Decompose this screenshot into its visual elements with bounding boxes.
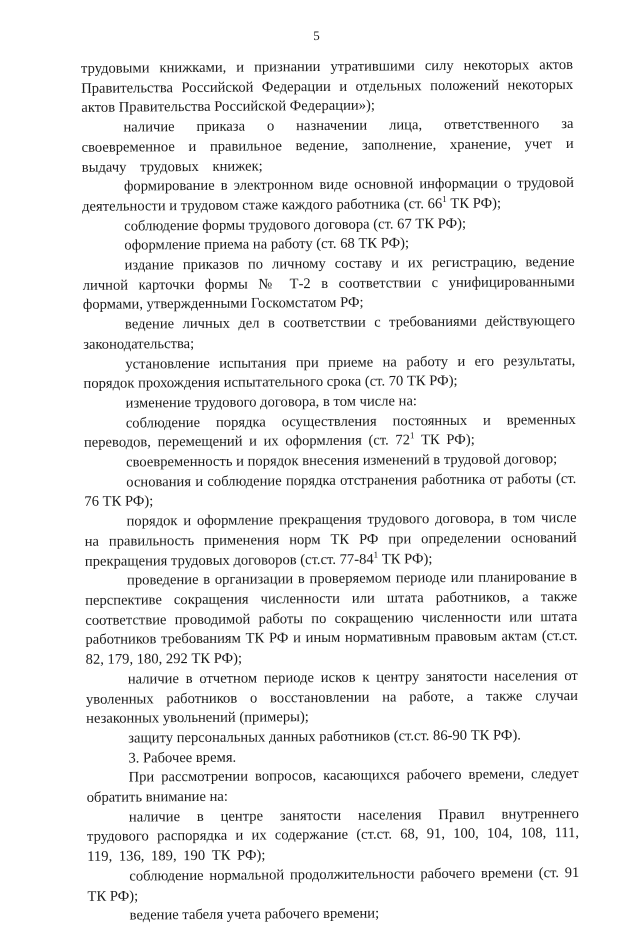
paragraph: наличие в центре занятости населения Правил внутреннего трудового распорядка и их содержание (ст.ст. 68, 91, 100, 104, 108, 111, 119, 136, 189, 190 ТК РФ); bbox=[86, 805, 580, 865]
paragraph: формирование в электронном виде основной информации о трудовой деятельности и трудовом стаже каждого работника (ст. $66^1$ ТК РФ); bbox=[82, 175, 574, 215]
paragraph: ведение личных дел в соответствии с требованиями действующего законодательства; bbox=[83, 313, 576, 353]
paragraph: порядок и оформление прекращения трудового договора, в том числе на правильность применения норм ТК РФ при определении оснований прекращения трудовых договоров (ст.ст. $77-84^1$ ТК РФ); bbox=[84, 510, 577, 570]
paragraph: соблюдение порядка осуществления постоянных и временных переводов, перемещений и их оформления (ст. $72^1$ ТК РФ); bbox=[83, 411, 576, 452]
paragraph: ведение табеля учета рабочего времени; bbox=[129, 905, 380, 924]
section-heading: 3. Рабочее время. bbox=[128, 749, 237, 767]
paragraph: защиту персональных данных работников (ст.ст. 86-90 ТК РФ). bbox=[128, 727, 521, 747]
paragraph: своевременность и порядок внесения изменений в трудовой договор; bbox=[126, 451, 558, 471]
superscript-one: 1 bbox=[442, 193, 447, 204]
paragraph: установление испытания при приеме на работу и его результаты, порядок прохождения испытательного срока (ст. 70 ТК РФ); bbox=[83, 352, 576, 393]
paragraph: оформление приема на работу (ст. 68 ТК РФ); bbox=[124, 235, 410, 254]
paragraph: При рассмотрении вопросов, касающихся рабочего времени, следует обратить внимание на: bbox=[86, 766, 579, 806]
paragraph: издание приказов по личному составу и их регистрацию, ведение личной карточки формы № Т-2 в соответствии с унифицированными формами, утвержденными Госкомстатом РФ; bbox=[82, 254, 575, 314]
superscript-one: 1 bbox=[409, 430, 415, 441]
paragraph: соблюдение формы трудового договора (ст. 67 ТК РФ); bbox=[124, 215, 467, 235]
paragraph: изменение трудового договора, в том числе на: bbox=[125, 393, 418, 412]
paragraph: соблюдение нормальной продолжительности рабочего времени (ст. 91 ТК РФ); bbox=[87, 864, 580, 905]
document-body bbox=[81, 56, 580, 927]
paragraph: основания и соблюдение порядка отстранения работника от работы (ст. 76 ТК РФ); bbox=[84, 470, 577, 511]
paragraph: проведение в организации в проверяемом периоде или планирование в перспективе сокращения численности или штата работников, а также соответствие проводимой работы по сокращению численности или штата работников требованиям ТК РФ и иным нормативным правовым актам (ст.ст. 82, 179, 180, 292 ТК РФ); bbox=[85, 569, 578, 668]
paragraph: наличие приказа о назначении лица, ответственного за своевременное и правильное ведение, заполнение, хранение, учет и выдачу трудовых книжек; bbox=[81, 116, 574, 176]
page-number: 5 bbox=[313, 27, 321, 44]
paragraph: наличие в отчетном периоде исков к центру занятости населения от уволенных работников о восстановлении на работе, а также случаи незаконных увольнений (примеры); bbox=[85, 667, 578, 728]
paragraph: трудовыми книжками, и признании утратившими силу некоторых актов Правительства Российской Федерации и отдельных положений некоторых актов Правительства Российской Федерации»); bbox=[80, 57, 574, 117]
superscript-one: 1 bbox=[373, 549, 379, 560]
